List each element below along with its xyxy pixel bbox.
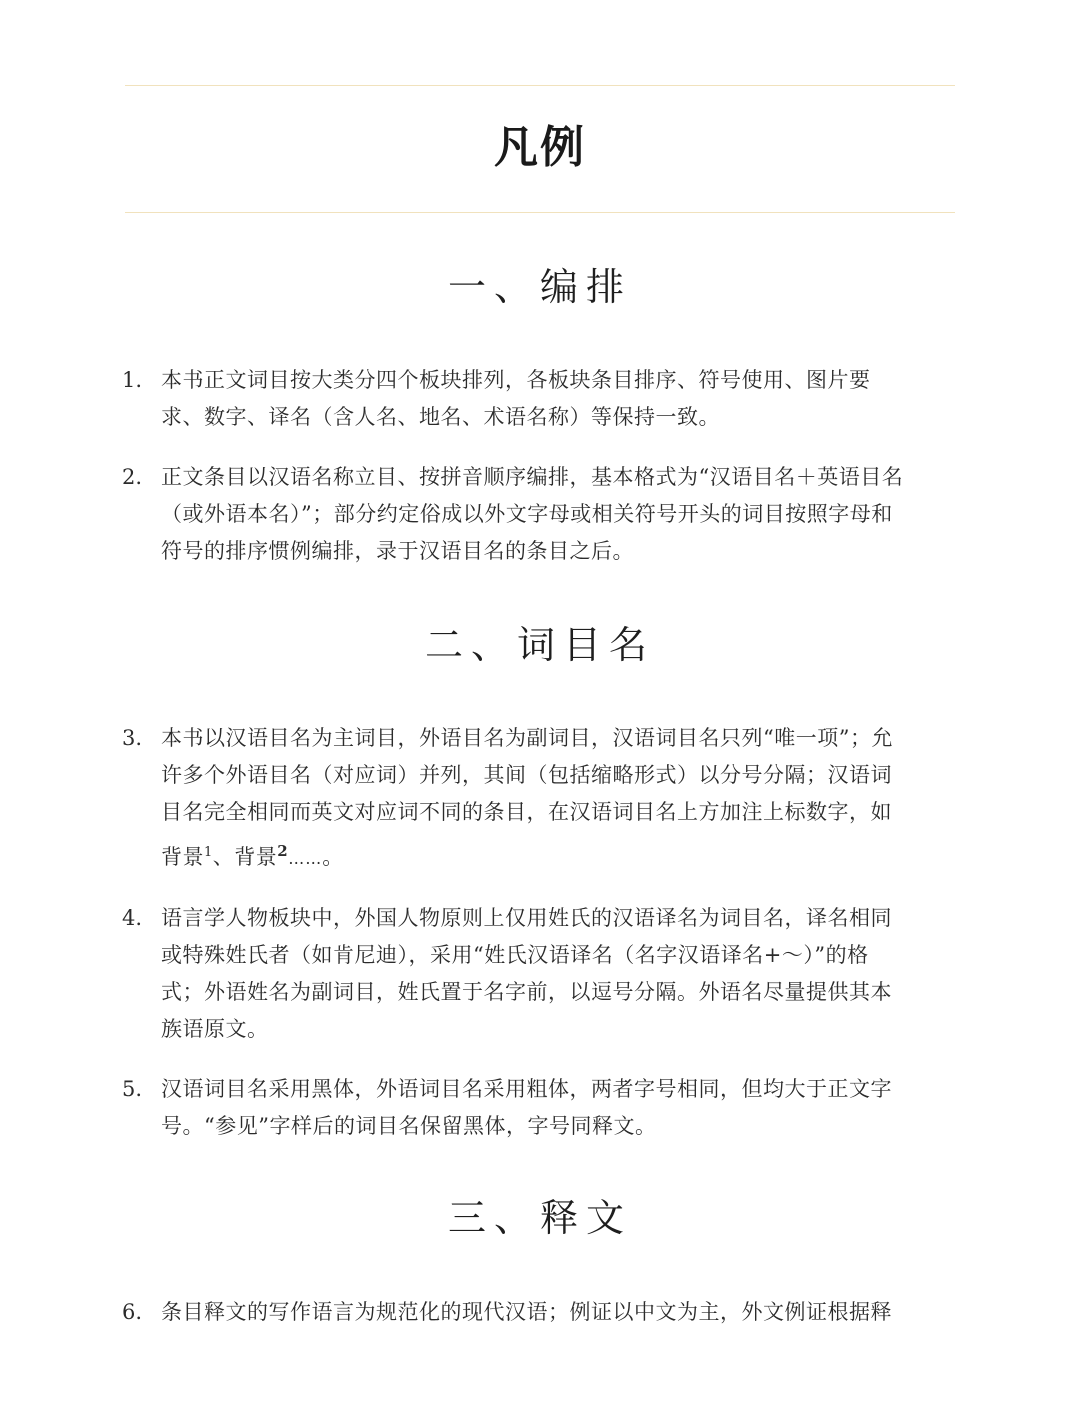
item-number: 3. xyxy=(122,726,143,750)
item-last-line: 背景$^1$、背景$^2$……。 xyxy=(161,842,344,869)
top-divider xyxy=(125,85,955,86)
item-number: 1. xyxy=(122,368,143,392)
bottom-divider xyxy=(125,212,955,213)
item-number: 6. xyxy=(122,1300,143,1324)
item-text: 本书以汉语目名为主词目，外语目名为副词目，汉语词目名只列“唯一项”；允 许多个外语目名（对应词）并列，其间（包括缩略形式）以分号分隔；汉语词 目名完全相同而英文对应词不同的条目，在汉语词目名上方加注上标数字，如 背景$^1$、背景$^2$……。 xyxy=(161,720,952,885)
item-text: 语言学人物板块中，外国人物原则上仅用姓氏的汉语译名为词目名，译名相同 或特殊姓氏者（如肯尼迪），采用“姓氏汉语译名（名字汉语译名+～）”的格 式；外语姓名为副词目，姓氏置于名字前，以逗号分隔。外语名尽量提供其本 族语原文。 xyxy=(161,906,892,1041)
item-text: 汉语词目名采用黑体，外语词目名采用粗体，两者字号相同，但均大于正文字 号。“参见”字样后的词目名保留黑体，字号同释文。 xyxy=(161,1077,892,1138)
section-heading-arrangement: 一、编排 xyxy=(447,265,632,309)
list-item xyxy=(122,1294,952,1331)
list-item xyxy=(122,459,952,570)
item-number: 2. xyxy=(122,465,143,489)
list-item xyxy=(122,362,952,436)
list-item xyxy=(122,720,952,885)
section-heading-entry-names: 二、词目名 xyxy=(424,623,655,667)
page-title: 凡例 xyxy=(494,122,586,173)
item-number: 4. xyxy=(122,906,143,930)
item-text: 条目释文的写作语言为规范化的现代汉语；例证以中文为主，外文例证根据释 xyxy=(161,1300,892,1324)
item-text: 正文条目以汉语名称立目、按拼音顺序编排，基本格式为“汉语目名＋英语目名 （或外语本名）”；部分约定俗成以外文字母或相关符号开头的词目按照字母和 符号的排序惯例编排，录于汉语目名的条目之后。 xyxy=(161,465,904,563)
list-item xyxy=(122,900,952,1048)
item-number: 5. xyxy=(122,1077,143,1101)
item-text: 本书正文词目按大类分四个板块排列，各板块条目排序、符号使用、图片要 求、数字、译名（含人名、地名、术语名称）等保持一致。 xyxy=(161,368,871,429)
list-item xyxy=(122,1071,952,1145)
section-heading-definitions: 三、释文 xyxy=(447,1196,632,1240)
